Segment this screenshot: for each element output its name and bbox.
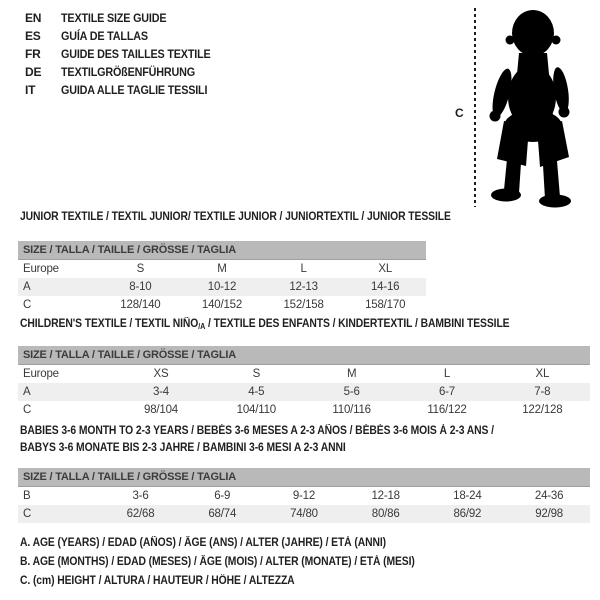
size-column-header: L xyxy=(300,263,307,275)
size-header-bar: SIZE / TALLA / TAILLE / GRÖSSE / TAGLIA xyxy=(18,468,590,487)
note-text: C. (cm) HEIGHT / ALTURA / HAUTEUR / HÖHE / ALTEZZA xyxy=(20,575,295,587)
size-cell: 12-18 xyxy=(371,490,400,502)
children-table-title xyxy=(20,318,564,331)
size-cell: 74/80 xyxy=(263,505,345,523)
children-title-subscript: /A xyxy=(198,322,206,331)
language-row xyxy=(25,63,227,81)
size-cell: 18-24 xyxy=(453,490,482,502)
height-measure-line xyxy=(474,8,476,207)
babies-title-line1: BABIES 3-6 MONTH TO 2-3 YEARS / BEBÉS 3-6 MESES A 2-3 AÑOS / BÉBÉS 3-6 MOIS À 2-3 ANS / xyxy=(20,425,494,437)
size-cell: 104/110 xyxy=(236,404,276,416)
size-cell: 10-12 xyxy=(181,278,263,296)
size-cell: 8-10 xyxy=(100,278,182,296)
size-cell: 6-7 xyxy=(399,383,494,401)
language-code: IT xyxy=(25,83,36,97)
row-label: A xyxy=(18,383,113,401)
junior-table-title-text: JUNIOR TEXTILE / TEXTIL JUNIOR/ TEXTILE JUNIOR / JUNIORTEXTIL / JUNIOR TESSILE xyxy=(20,211,451,223)
size-cell: 68/74 xyxy=(181,505,263,523)
size-cell: 6-9 xyxy=(214,490,231,502)
size-cell: 92/98 xyxy=(508,505,590,523)
language-label: TEXTILGRÖßENFÜHRUNG xyxy=(61,65,195,79)
size-cell: 98/104 xyxy=(144,404,178,416)
size-column-header: XS xyxy=(153,368,169,380)
region-label: Europe xyxy=(23,368,59,380)
legend-notes xyxy=(20,537,459,594)
size-cell: 80/86 xyxy=(345,505,427,523)
children-title-prefix: CHILDREN'S TEXTILE / TEXTIL NIÑO xyxy=(20,318,199,330)
language-row xyxy=(25,9,227,27)
size-cell: 62/68 xyxy=(100,505,182,523)
language-row xyxy=(25,81,227,99)
size-column-header: XL xyxy=(378,263,393,275)
size-column-header: S xyxy=(252,368,261,380)
size-column-header: S xyxy=(136,263,145,275)
note-line xyxy=(20,537,459,556)
row-label: B xyxy=(23,490,31,502)
baby-silhouette-image xyxy=(483,9,585,209)
babies-table-title xyxy=(20,423,547,457)
language-row xyxy=(25,45,227,63)
note-line xyxy=(20,575,459,594)
size-header-bar: SIZE / TALLA / TAILLE / GRÖSSE / TAGLIA xyxy=(18,241,426,260)
size-cell: 3-4 xyxy=(113,383,208,401)
language-list xyxy=(25,9,227,99)
note-text: B. AGE (MONTHS) / EDAD (MESES) / ÂGE (MOIS) / ALTER (MONATE) / ETÀ (MESI) xyxy=(20,556,415,568)
size-column-header: M xyxy=(346,368,357,380)
size-cell: 5-6 xyxy=(304,383,399,401)
language-code: ES xyxy=(25,29,41,43)
size-cell: 7-8 xyxy=(495,383,590,401)
row-label: C xyxy=(23,404,32,416)
language-code: DE xyxy=(25,65,42,79)
size-cell: 158/170 xyxy=(365,299,406,311)
note-text: A. AGE (YEARS) / EDAD (AÑOS) / ÂGE (ANS) / ALTER (JAHRE) / ETÀ (ANNI) xyxy=(20,537,387,549)
language-label: GUÍA DE TALLAS xyxy=(61,29,148,43)
size-cell: 86/92 xyxy=(427,505,509,523)
size-cell: 3-6 xyxy=(132,490,149,502)
babies-title-line2: BABYS 3-6 MONATE BIS 2-3 JAHRE / BAMBINI 3-6 MESI A 2-3 ANNI xyxy=(20,442,346,454)
size-cell: 14-16 xyxy=(344,278,426,296)
children-title-suffix: / TEXTILE DES ENFANTS / KINDERTEXTIL / BAMBINI TESSILE xyxy=(205,318,510,330)
size-table xyxy=(18,241,426,314)
note-line xyxy=(20,556,459,575)
region-label: Europe xyxy=(23,263,59,275)
size-column-header: XL xyxy=(535,368,550,380)
size-cell: 128/140 xyxy=(120,299,161,311)
row-label: C xyxy=(23,299,32,311)
language-label: GUIDA ALLE TAGLIE TESSILI xyxy=(61,83,208,97)
language-label: TEXTILE SIZE GUIDE xyxy=(61,11,167,25)
children-size-table xyxy=(18,346,590,419)
size-cell: 24-36 xyxy=(534,490,564,502)
size-cell: 116/122 xyxy=(427,404,467,416)
size-cell: 12-13 xyxy=(263,278,345,296)
size-cell: 110/116 xyxy=(332,404,371,416)
size-table xyxy=(18,468,590,523)
size-cell: 4-5 xyxy=(209,383,304,401)
size-cell: 9-12 xyxy=(292,490,316,502)
size-table xyxy=(18,346,590,419)
babies-size-table xyxy=(18,468,590,523)
height-measure-label: C xyxy=(455,106,464,120)
size-column-header: L xyxy=(443,368,451,380)
language-code: EN xyxy=(25,11,42,25)
junior-table-title xyxy=(20,211,499,223)
size-cell: 152/158 xyxy=(283,299,324,311)
size-header-bar: SIZE / TALLA / TAILLE / GRÖSSE / TAGLIA xyxy=(18,346,590,365)
size-column-header: M xyxy=(217,263,227,275)
junior-size-table xyxy=(18,241,426,314)
size-cell: 122/128 xyxy=(522,404,563,416)
size-cell: 140/152 xyxy=(201,299,243,311)
language-code: FR xyxy=(25,47,41,61)
row-label: C xyxy=(18,505,100,523)
language-row xyxy=(25,27,227,45)
language-label: GUIDE DES TAILLES TEXTILE xyxy=(61,47,211,61)
row-label: A xyxy=(18,278,100,296)
children-table-title-text xyxy=(20,318,510,331)
